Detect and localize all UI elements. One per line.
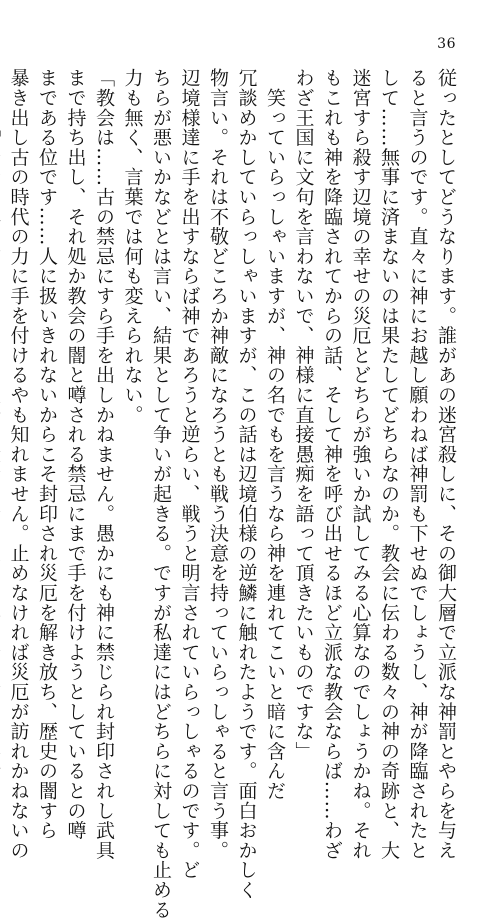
text-line: 笑っていらっしゃいますが、神の名でもを言うなら神を連れてこいと暗に含んだ (264, 68, 286, 801)
text-line: 物言い。それは不敬どころか神敵になろうとも戦う決意を持っていらっしゃると言う事。 (207, 68, 229, 860)
page-number: 36 (437, 36, 456, 52)
text-line: 冗談めかしていらっしゃいますが、この話は辺境伯様の逆鱗に触れたようです。面白おかしく (235, 68, 258, 900)
text-line: 迷宮すら殺す辺境の幸せの災厄とどちらが強いか試してみる心算なのでしょうかね。それ (349, 68, 372, 860)
vertical-text-body (7, 68, 460, 919)
text-line: もこれも神を降臨されてからの話、そして神を呼び出せるほど立派な教会ならば……わざ (321, 68, 343, 860)
text-line: 辺境様達に手を出すならば神であろうと逆らい、戦うと明言されていらっしゃるのです。ど (178, 68, 201, 880)
text-line (0, 68, 4, 668)
text-line: 「教会は……古の禁忌にすら手を出しかねません。愚かにも神に禁じられ封印されし武具 (93, 68, 115, 860)
text-line: して……無事に済まないのは果たしてどちらなのか。教会に伝わる数々の神の奇跡と、大 (378, 68, 400, 860)
text-line: まで持ち出し、それ処か教会の闇と噂される禁忌にまで手を付けようとしているとの噂 (64, 68, 87, 841)
text-line: 暴き出し古の時代の力に手を付けるやも知れません。止めなければ災厄が訪れかねないの (7, 68, 30, 860)
text-line: 力も無く、言葉では何も変えられない。 (121, 68, 144, 425)
text-line: ちらが悪いかなどとは言い、結果として争いが起きる。ですが私達にはどちらに対しても止める (150, 68, 172, 919)
text-line: まである位です……人に扱いきれないからこそ封印され災厄を解き放ち、歴史の闇すら (36, 68, 58, 841)
text-line: わざ王国に文句を言わないで、神様に直接愚痴を語って頂きたいものですな」 (292, 68, 315, 761)
text-line: ると言うのです。直々に神にお越し願わねば神罰も下せぬでしょうし、神が降臨されたと (406, 68, 429, 860)
text-line: 従ったとしてどうなります。誰があの迷宮殺しに、その御大層で立派な神罰とやらを与え (435, 68, 457, 860)
